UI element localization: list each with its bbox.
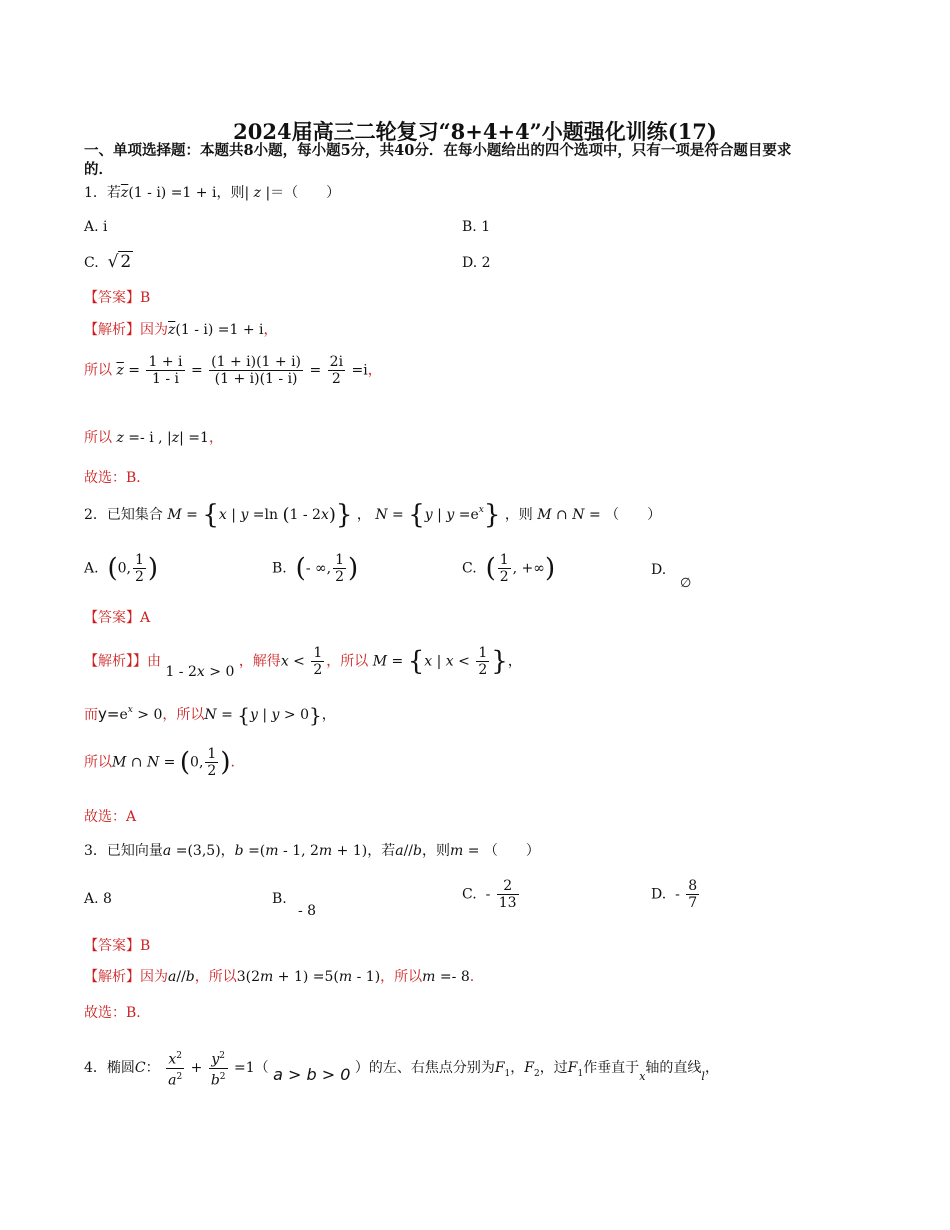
q3-option-a: A. 8: [84, 891, 112, 907]
q1-option-a: A. i: [84, 219, 108, 235]
question-2-stem: 2．已知集合 M = {x | y =ln (1 - 2x)} ， N = {y | $y =e^x$} ，则 M ∩ N = （ ）: [84, 500, 662, 530]
q1-conclusion: 故选：B.: [84, 470, 141, 486]
section-heading: 一、单项选择题：本题共8小题，每小题5分，共40分．在每小题给出的四个选项中，只有一项是符合题目要求的．: [84, 142, 792, 178]
empty-set-symbol: ∅: [680, 576, 692, 591]
q3-option-b: B.: [272, 891, 287, 907]
q3-option-b-value: - 8: [298, 903, 317, 919]
q2-analysis-line-1: 【解析】】由 1 - 2x > 0 ，解得x < $\frac{1}{2}$ ，所以 M = {x | x < $\frac{1}{2}$ }，: [84, 645, 522, 680]
q1-option-c: C. √ 2: [84, 252, 132, 272]
q1-option-d: D. 2: [462, 255, 491, 271]
question-3-stem: 3．已知向量a =(3,5)，b =(m - 1, 2m + 1)，若a//b，则m = （ ）: [84, 843, 540, 859]
q3-analysis: 【解析】因为a//b，所以3(2m + 1) =5(m - 1)，所以m =- 8.: [84, 969, 475, 985]
question-4-stem: 4．椭圆C： $\frac{x^2}{a^2}$ + $\frac{y^2}{b^2}$ =1（ a > b > 0 ）的左、右焦点分别为$F_1$，$F_2$，过$F_1$作垂直于$_x$轴的直线$_l$，: [84, 1048, 719, 1088]
q2-option-d: D.: [651, 562, 667, 578]
q2-analysis-line-3: 所以M ∩ N = (0, $\frac{1}{2}$ ).: [84, 746, 235, 779]
q3-option-c: C. - $\frac{2}{13}$: [462, 878, 517, 911]
q3-conclusion: 故选：B.: [84, 1005, 141, 1021]
q3-option-d: D. - $\frac{8}{7}$: [651, 878, 698, 911]
q1-analysis-line-3: 所以 z =- i , |z| =1，: [84, 430, 223, 446]
q2-option-c: C. ( $\frac{1}{2}$ , +∞): [462, 552, 556, 585]
q1-analysis-line-1: 【解析】因为$\overline{z}(1 - i) =1 + i$，: [84, 322, 278, 338]
q1-option-b: B. 1: [462, 219, 491, 235]
q2-analysis-line-2: 而$y=e^x > 0$，所以N = {y | y > 0}，: [84, 703, 336, 727]
q2-conclusion: 故选：A: [84, 809, 137, 825]
q2-answer: 【答案】A: [84, 610, 151, 626]
q2-option-b: B. (- ∞, $\frac{1}{2}$ ): [272, 552, 359, 585]
q3-answer: 【答案】B: [84, 938, 151, 954]
q2-option-a: A. (0, $\frac{1}{2}$ ): [84, 552, 159, 585]
q1-answer: 【答案】B: [84, 290, 151, 306]
question-1-stem: 1．若$\overline{z}(1 - i) =1 + i$，则| z |＝（ ）: [84, 185, 341, 201]
q1-analysis-line-2: 所以 $\overline{z}$ = $\frac{1 + i}{1 - i}$ = $\frac{(1 + i)(1 + i)}{(1 + i)(1 - i)}$ = $\frac{2i}{2}$ =i，: [84, 354, 382, 387]
page-title: 2024届高三二轮复习“8+4+4”小题强化训练(17): [233, 119, 717, 144]
